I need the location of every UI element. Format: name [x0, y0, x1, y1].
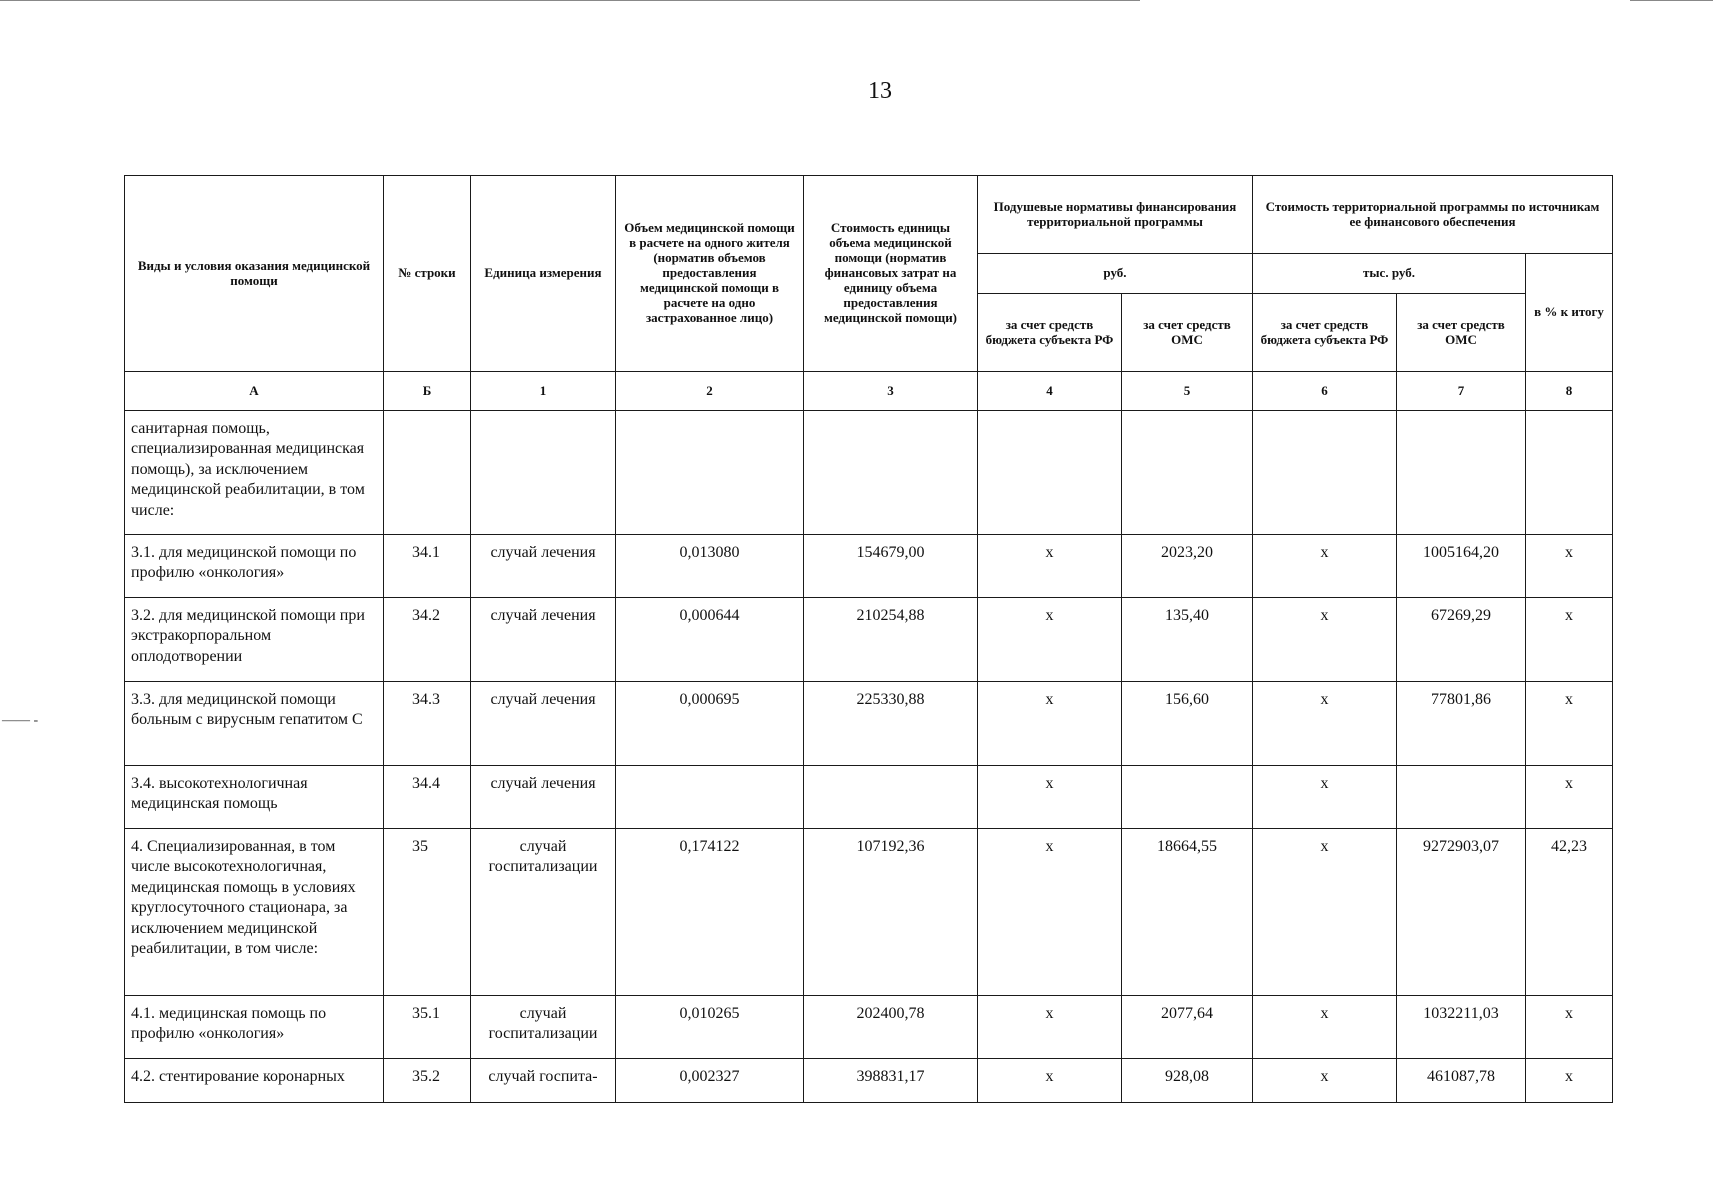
row-unit-cost	[804, 766, 978, 829]
row-number	[384, 411, 471, 535]
index-cell: А	[125, 372, 384, 411]
row-description: 4.1. медицинская помощь по профилю «онкология»	[125, 996, 384, 1059]
row-volume	[616, 766, 804, 829]
row-number: 34.2	[384, 598, 471, 682]
row-percent: 42,23	[1526, 829, 1613, 996]
header-col-6: за счет средств бюджета субъекта РФ	[1253, 294, 1397, 372]
row-budget-rub: х	[978, 598, 1122, 682]
row-unit: случай госпитализации	[471, 996, 616, 1059]
row-oms-thousand: 9272903,07	[1397, 829, 1526, 996]
row-oms-thousand: 461087,78	[1397, 1059, 1526, 1103]
row-oms-rub: 928,08	[1122, 1059, 1253, 1103]
header-col-8: в % к итогу	[1526, 254, 1613, 372]
scan-top-edge	[0, 0, 1140, 1]
header-col-b: № строки	[384, 176, 471, 372]
table-row	[125, 535, 1613, 598]
row-percent: х	[1526, 1059, 1613, 1103]
header-col-7: за счет средств ОМС	[1397, 294, 1526, 372]
row-oms-rub: 2077,64	[1122, 996, 1253, 1059]
table-row	[125, 682, 1613, 766]
table-row	[125, 766, 1613, 829]
row-budget-rub: х	[978, 766, 1122, 829]
page-number: 13	[868, 78, 892, 104]
row-oms-rub	[1122, 411, 1253, 535]
row-number: 34.4	[384, 766, 471, 829]
row-number: 35.1	[384, 996, 471, 1059]
row-budget-thousand: х	[1253, 682, 1397, 766]
row-volume: 0,000695	[616, 682, 804, 766]
row-budget-rub: х	[978, 996, 1122, 1059]
row-unit: случай лечения	[471, 535, 616, 598]
table-header	[125, 176, 1613, 372]
row-description: 3.3. для медицинской помощи больным с вирусным гепатитом С	[125, 682, 384, 766]
table-row	[125, 1059, 1613, 1103]
row-volume: 0,002327	[616, 1059, 804, 1103]
row-budget-rub: х	[978, 1059, 1122, 1103]
header-group-percapita: Подушевые нормативы финансирования территориальной программы	[978, 176, 1253, 254]
row-oms-rub: 18664,55	[1122, 829, 1253, 996]
table-row	[125, 598, 1613, 682]
row-oms-thousand: 1032211,03	[1397, 996, 1526, 1059]
row-unit: случай лечения	[471, 766, 616, 829]
row-volume: 0,174122	[616, 829, 804, 996]
index-cell: Б	[384, 372, 471, 411]
scan-top-edge-right	[1630, 0, 1713, 1]
row-percent: х	[1526, 996, 1613, 1059]
table-row	[125, 411, 1613, 535]
row-budget-rub	[978, 411, 1122, 535]
row-budget-thousand: х	[1253, 535, 1397, 598]
index-cell: 3	[804, 372, 978, 411]
row-oms-thousand: 77801,86	[1397, 682, 1526, 766]
row-budget-thousand	[1253, 411, 1397, 535]
index-cell: 7	[1397, 372, 1526, 411]
row-unit-cost: 107192,36	[804, 829, 978, 996]
row-unit-cost	[804, 411, 978, 535]
row-percent	[1526, 411, 1613, 535]
row-oms-rub: 135,40	[1122, 598, 1253, 682]
row-budget-rub: х	[978, 535, 1122, 598]
row-oms-rub: 156,60	[1122, 682, 1253, 766]
row-unit	[471, 411, 616, 535]
row-percent: х	[1526, 682, 1613, 766]
column-index-row	[125, 372, 1613, 411]
row-description: санитарная помощь, специализированная медицинская помощь), за исключением медицинской реабилитации, в том числе:	[125, 411, 384, 535]
row-volume	[616, 411, 804, 535]
row-oms-thousand: 1005164,20	[1397, 535, 1526, 598]
index-cell: 4	[978, 372, 1122, 411]
row-budget-rub: х	[978, 682, 1122, 766]
header-unit-thousand-rub: тыс. руб.	[1253, 254, 1526, 294]
index-cell: 5	[1122, 372, 1253, 411]
row-volume: 0,010265	[616, 996, 804, 1059]
row-unit-cost: 154679,00	[804, 535, 978, 598]
row-description: 4.2. стентирование коронарных	[125, 1059, 384, 1103]
header-col-5: за счет средств ОМС	[1122, 294, 1253, 372]
row-percent: х	[1526, 598, 1613, 682]
row-unit-cost: 398831,17	[804, 1059, 978, 1103]
row-unit: случай госпита-	[471, 1059, 616, 1103]
row-percent: х	[1526, 766, 1613, 829]
row-unit-cost: 202400,78	[804, 996, 978, 1059]
index-cell: 8	[1526, 372, 1613, 411]
row-unit: случай лечения	[471, 598, 616, 682]
row-number: 34.1	[384, 535, 471, 598]
index-cell: 2	[616, 372, 804, 411]
header-col-a: Виды и условия оказания медицинской помощи	[125, 176, 384, 372]
row-description: 4. Специализированная, в том числе высокотехнологичная, медицинская помощь в условиях круглосуточного стационара, за исключением медицинской реабилитации, в том числе:	[125, 829, 384, 996]
table-row	[125, 996, 1613, 1059]
row-oms-rub	[1122, 766, 1253, 829]
table-body	[125, 411, 1613, 1103]
index-cell: 1	[471, 372, 616, 411]
row-description: 3.1. для медицинской помощи по профилю «онкология»	[125, 535, 384, 598]
row-budget-thousand: х	[1253, 996, 1397, 1059]
row-oms-thousand: 67269,29	[1397, 598, 1526, 682]
column-index	[125, 372, 1613, 411]
row-number: 34.3	[384, 682, 471, 766]
row-description: 3.4. высокотехнологичная медицинская помощь	[125, 766, 384, 829]
header-col-2: Объем медицинской помощи в расчете на одного жителя (норматив объемов предоставления медицинской помощи в расчете на одно застрахованное лицо)	[616, 176, 804, 372]
row-budget-thousand: х	[1253, 598, 1397, 682]
index-cell: 6	[1253, 372, 1397, 411]
row-budget-thousand: х	[1253, 1059, 1397, 1103]
row-budget-rub: х	[978, 829, 1122, 996]
financing-table	[124, 175, 1613, 1103]
row-number: 35	[384, 829, 471, 996]
row-oms-thousand	[1397, 766, 1526, 829]
table-row	[125, 829, 1613, 996]
header-col-3: Стоимость единицы объема медицинской помощи (норматив финансовых затрат на единицу объема предоставления медицинской помощи)	[804, 176, 978, 372]
row-unit: случай госпитализации	[471, 829, 616, 996]
margin-mark: —— -	[2, 713, 39, 728]
row-percent: х	[1526, 535, 1613, 598]
row-number: 35.2	[384, 1059, 471, 1103]
row-unit: случай лечения	[471, 682, 616, 766]
header-unit-rub: руб.	[978, 254, 1253, 294]
row-oms-thousand	[1397, 411, 1526, 535]
row-unit-cost: 210254,88	[804, 598, 978, 682]
header-col-1: Единица измерения	[471, 176, 616, 372]
row-oms-rub: 2023,20	[1122, 535, 1253, 598]
row-volume: 0,000644	[616, 598, 804, 682]
row-volume: 0,013080	[616, 535, 804, 598]
row-unit-cost: 225330,88	[804, 682, 978, 766]
row-description: 3.2. для медицинской помощи при экстракорпоральном оплодотворении	[125, 598, 384, 682]
row-budget-thousand: х	[1253, 829, 1397, 996]
row-budget-thousand: х	[1253, 766, 1397, 829]
header-col-4: за счет средств бюджета субъекта РФ	[978, 294, 1122, 372]
header-group-cost: Стоимость территориальной программы по источникам ее финансового обеспечения	[1253, 176, 1613, 254]
